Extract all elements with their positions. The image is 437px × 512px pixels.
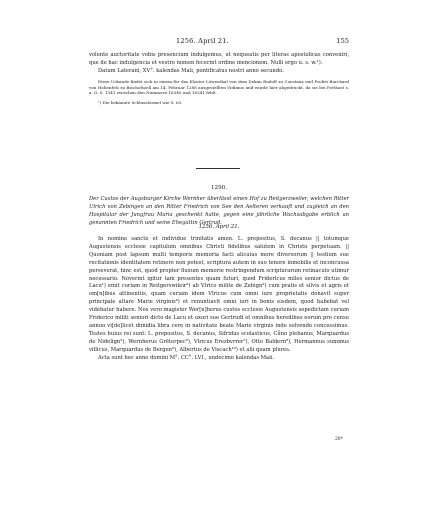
signature-mark: 20* [335,437,343,442]
footnote: ¹) Die bekannte Schlussformel wie S. 63. [98,100,183,105]
document-number: 1290. [210,185,227,191]
document-regest: Der Custos der Augsburger Kirche Wernher überlässt einen Hof zu Reitgerzweiler, welchen Ritter Ulrich von Zebingen an den Ritter Friedrich von See den Aelteren verkauft und zugleich an den Hospitalar der Jungfrau Maria geschenkt hatte, gegen eine jährliche Wachsabgabe erblich an genannten Friedrich und seine Ehegattin Gertrud. [89,196,349,226]
document-date: 1256. April 21. [198,224,240,230]
top-section-text [89,52,349,76]
footnotes-top [89,100,349,106]
paragraph: In nomine sancte et individue trinitatis amen. L. prepositus, S. decanus || totumque Augustensis ecclesie capitulum omnibus Christi fidelibus salutem in Christo perpetuam. || Quoniam post lapsum multi temporis memoria facti alicuius more diversorum || testium sue recitationis identitatem retinere non potest, scriptura autem in suo tenore inmobilis et inconcussa perseverat, hinc est, quod propter fluxum memorie restringendum scripturarum retinaculo utimur necessario. Noverint igitur tam presentes quam futuri, quod Fridericus miles senior dictus de Lacu¹) emit curiam in Reitgerswileir²) ab Vlrico milite de Zebign³) cum pratis et silvis et agris et om[n]ibus attinentiis, quam curiam idem Vlricus cum omni iure proprietatis donavit super principale altare Marie virginis⁴) et renuntiavit omni iuri in bonis eisdem, quod habebat vel videbatur habere. Nos vero magister Wer[n]herus custos ecclesie Augustensis sepedictam curiam Friderico militi seniori dicto de Lacu et uxori sue Gertrudi et omnibus heredibus eorum pro censu annuo vi[de]licet dimidia libra cere in nativitate beate Marie virginis inde solvendo concessimus. Testes huius rei sunt: L. prepositus, S. decanus, Sifridus scolasticus, Cůno plebanus, Marquardus de Nidelign⁵), Wernherus Grēterpec⁶), Vlricus Erezbvrrer⁷), Otto Baldern⁸), Hermannus summus villicus, Marquardus de Bergen⁹), Albertus de Viscach¹⁰) et alii quam plures. [89,236,349,353]
paragraph: Acta sunt hec anno domini M°. CC°. LVI., undecimo kalendas Maii. [98,354,275,361]
section-divider [196,168,240,169]
header-date: 1256. April 21. [176,37,229,45]
paragraph: volente auctoritate vobis presencium indulgemus, ut nequeatis per literas apostolicas conveniri, que de hac indulgencia et vestro nomen fecerint ordine mencionem. Nulli ergo u. s. w.¹). [89,52,349,66]
note-text: Diese Urkunde findet sich in einem für das Kloster Löwenthal von dem Dekan Rudolf zu Constanz und Probst Burchard von Hohenfels zu Bischofszell am 14. Februar 1288 ausgestellten Vidimus und wurde hier abgedruckt, da sie bei Potthast s. a. O. S. 1341 zwischen den Nummern 16340 und 16341 fehlt. [89,79,349,96]
paragraph: Datum Laterani, XV°. kalendas Maii, pontificatus nostri anno secundo. [98,67,284,74]
page-number: 155 [336,37,349,45]
editorial-note [89,79,349,96]
document-text [89,236,349,363]
